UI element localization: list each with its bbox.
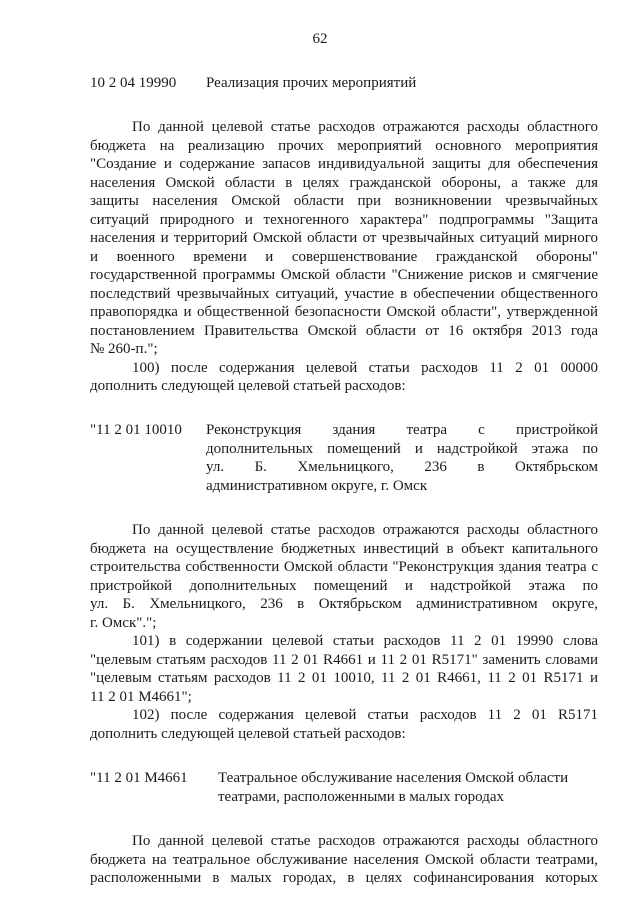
item101-line: "целевым статьям расходов 11 2 01 10010, 11 2 01 R4661, 11 2 01 R5171 и [90,670,598,686]
para1-line: государственной программы Омской области "Снижение рисков и смягчение [90,267,598,283]
para1-line: последствий чрезвычайных ситуаций, участие в обеспечении общественного [90,286,598,302]
para3-line: бюджета на театральное обслуживание населения Омской области театрами, [90,852,598,868]
para2-line: По данной целевой статье расходов отражаются расходы областного [132,522,598,538]
para2-line: г. Омск"."; [90,615,157,631]
entry1-line: административном округе, г. Омск [206,478,428,494]
para1-line: бюджета на реализацию прочих мероприятий основного мероприятия [90,138,598,154]
entry2-code: "11 2 01 M4661 [90,770,188,786]
item100-line: 100) после содержания целевой статьи расходов 11 2 01 00000 [132,360,598,376]
para3-line: расположенными в малых городах, в целях софинансирования которых [90,870,598,886]
para2-line: пристройкой дополнительных помещений и надстройкой этажа по [90,578,598,594]
para1-line: По данной целевой статье расходов отражаются расходы областного [132,119,598,135]
para1-line: постановлением Правительства Омской области от 16 октября 2013 года [90,323,598,339]
para3-line: По данной целевой статье расходов отражаются расходы областного [132,833,598,849]
entry1-line: дополнительных помещений и надстройкой этажа по [206,441,598,457]
entry1-code: "11 2 01 10010 [90,422,182,438]
entry2-line: Театральное обслуживание населения Омской области [218,770,569,786]
para1-line: "Создание и содержание запасов индивидуальной защиты для обеспечения [90,156,598,172]
entry1-line: ул. Б. Хмельницкого, 236 в Октябрьском [206,459,598,475]
item102-line: 102) после содержания целевой статьи расходов 11 2 01 R5171 [132,707,598,723]
para1-line: и военного времени и совершенствование гражданской обороны" [90,249,598,265]
page-number: 62 [312,31,328,47]
para1-line: правопорядка и общественной безопасности Омской области", утвержденной [90,304,598,320]
item100-line: дополнить следующей целевой статьей расходов: [90,378,406,394]
entry2-line: театрами, расположенными в малых городах [218,789,505,805]
para1-line: населения и территорий Омской области от чрезвычайных ситуаций мирного [90,230,598,246]
item101-line: 11 2 01 M4661"; [90,689,192,705]
entry1-line: Реконструкция здания театра с пристройкой [206,422,598,438]
section-title: Реализация прочих мероприятий [206,75,417,91]
para2-line: ул. Б. Хмельницкого, 236 в Октябрьском административном округе, [90,596,598,612]
section-code: 10 2 04 19990 [90,75,177,91]
item102-line: дополнить следующей целевой статьей расходов: [90,726,406,742]
item101-line: 101) в содержании целевой статьи расходов 11 2 01 19990 слова [132,633,598,649]
item101-line: "целевым статьям расходов 11 2 01 R4661 и 11 2 01 R5171" заменить словами [90,652,598,668]
para2-line: бюджета на осуществление бюджетных инвестиций в объект капитального [90,541,598,557]
para1-line: ситуаций природного и техногенного характера" подпрограммы "Защита [90,212,598,228]
para1-line: населения Омской области в целях гражданской обороны, а также для [90,175,598,191]
para1-line: защиты населения Омской области при возникновении чрезвычайных [90,193,598,209]
para2-line: строительства собственности Омской области "Реконструкция здания театра с [90,559,598,575]
para1-line: № 260-п."; [90,341,158,357]
